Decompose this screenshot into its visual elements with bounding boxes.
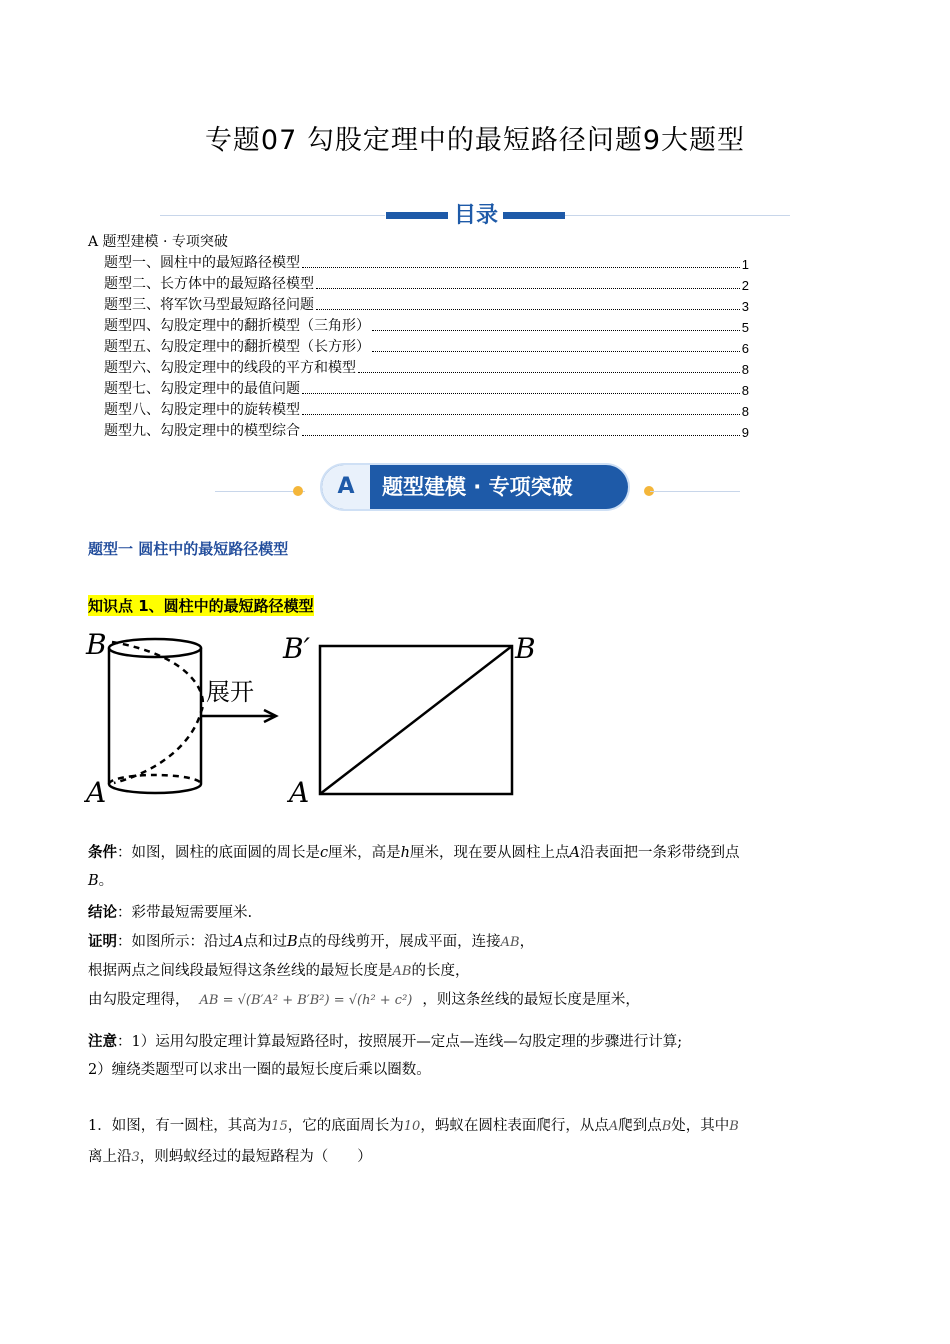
question-text: 1．如图，有一圆柱，其高为	[88, 1118, 272, 1134]
note-text: 2）缠绕类题型可以求出一圈的最短长度后乘以圈数。	[88, 1062, 431, 1078]
toc-leader-dots	[302, 435, 740, 436]
toc-divider-left	[160, 215, 385, 216]
conclusion-paragraph	[88, 899, 868, 927]
point-b: B	[661, 1119, 672, 1134]
toc-item-label: 题型四、勾股定理中的翻折模型（三角形）	[104, 318, 370, 334]
type-heading: 题型一 圆柱中的最短路径模型	[88, 540, 289, 558]
var-ab: AB	[392, 964, 412, 979]
proof-text: 点和过	[243, 934, 287, 950]
var-c: c	[320, 845, 329, 861]
toc-item[interactable]	[104, 335, 749, 356]
value-perimeter: 10	[403, 1119, 421, 1134]
note-text: ：1）运用勾股定理计算最短路径时，按照展开—定点—连线—勾股定理的步骤进行计算;	[117, 1034, 683, 1050]
question-text: 离上沿	[88, 1149, 132, 1165]
toc-heading: 目录	[453, 203, 498, 228]
toc-item[interactable]	[104, 398, 749, 419]
banner-line-left	[215, 491, 305, 492]
label-right-top-right: B	[515, 632, 536, 665]
var-b: B	[88, 873, 99, 889]
condition-text: 厘米，现在要从圆柱上点	[409, 845, 570, 861]
toc-item-page: 8	[741, 404, 749, 419]
cylinder-drawing	[109, 639, 203, 793]
proof-text: 点的母线剪开，展成平面，连接	[297, 934, 501, 950]
pythagorean-formula: AB = √(B′A² + B′B²) = √(h² + c²)	[199, 993, 413, 1008]
toc-item-page: 1	[741, 257, 749, 272]
toc-item-page: 9	[741, 425, 749, 440]
label-left-top: B	[86, 628, 107, 661]
proof-text: 的长度，	[411, 963, 470, 979]
toc-item-label: 题型八、勾股定理中的旋转模型	[104, 402, 300, 418]
var-a: A	[233, 934, 244, 950]
toc-item-label: 题型二、长方体中的最短路径模型	[104, 276, 314, 292]
toc-bar-right	[503, 212, 565, 219]
conclusion-label: 结论	[88, 905, 117, 921]
toc-item-page: 8	[741, 362, 749, 377]
proof-text: ，则这条丝线的最短长度是厘米，	[422, 992, 640, 1008]
question-text: ，蚂蚁在圆柱表面爬行，从点	[420, 1118, 609, 1134]
note-label: 注意	[88, 1034, 117, 1050]
value-offset: 3	[131, 1150, 140, 1165]
toc-item[interactable]	[104, 293, 749, 314]
toc-leader-dots	[372, 351, 740, 352]
toc-item[interactable]	[104, 314, 749, 335]
toc-leader-dots	[372, 330, 740, 331]
banner-line-right	[650, 491, 740, 492]
var-a: A	[569, 845, 580, 861]
rectangle-drawing	[320, 646, 512, 794]
question-text: 处，其中	[671, 1118, 730, 1134]
question-text: ，它的底面周长为	[287, 1118, 404, 1134]
toc-item-page: 3	[741, 299, 749, 314]
question-text: 爬到点	[618, 1118, 662, 1134]
proof-text: ：如图所示：沿过	[117, 934, 233, 950]
toc-section-label: A 题型建模 · 专项突破	[88, 234, 228, 250]
condition-label: 条件	[88, 845, 117, 861]
toc-leader-dots	[316, 288, 740, 289]
banner-dot-left	[293, 486, 303, 496]
toc-item-page: 2	[741, 278, 749, 293]
condition-text: ：如图，圆柱的底面圆的周长是	[117, 845, 320, 861]
proof-text: ，	[519, 934, 535, 950]
toc-item[interactable]	[104, 356, 749, 377]
section-banner	[322, 465, 628, 509]
toc-item-label: 题型一、圆柱中的最短路径模型	[104, 255, 300, 271]
toc-item[interactable]	[104, 377, 749, 398]
condition-text: 沿表面把一条彩带绕到点	[579, 845, 740, 861]
arrow-label: 展开	[206, 678, 254, 706]
unfold-arrow	[201, 710, 276, 722]
toc-item-label: 题型九、勾股定理中的模型综合	[104, 423, 300, 439]
toc-item[interactable]	[104, 272, 749, 293]
condition-paragraph	[88, 839, 868, 895]
toc-item[interactable]	[104, 419, 749, 440]
question-1	[88, 1111, 868, 1173]
proof-label: 证明	[88, 934, 117, 950]
condition-text: 。	[98, 873, 114, 889]
proof-text: 由勾股定理得，	[88, 992, 190, 1008]
toc-divider-right	[565, 215, 790, 216]
toc-item-label: 题型七、勾股定理中的最值问题	[104, 381, 300, 397]
toc-item-page: 5	[741, 320, 749, 335]
toc-item-label: 题型六、勾股定理中的线段的平方和模型	[104, 360, 356, 376]
toc-leader-dots	[302, 393, 740, 394]
label-left-bottom: A	[86, 776, 107, 809]
banner-text: 题型建模 · 专项突破	[382, 475, 573, 499]
toc-leader-dots	[358, 372, 740, 373]
toc-bar-left	[386, 212, 448, 219]
banner-letter: A	[322, 465, 370, 509]
cylinder-unfold-figure	[84, 626, 554, 810]
label-right-bottom: A	[289, 776, 310, 809]
point-b: B	[729, 1119, 739, 1134]
question-text: ，则蚂蚁经过的最短路程为（ ）	[139, 1149, 372, 1165]
note-paragraph	[88, 1028, 868, 1084]
var-ab: AB	[500, 935, 520, 950]
point-a: A	[608, 1119, 619, 1134]
toc-item-label: 题型五、勾股定理中的翻折模型（长方形）	[104, 339, 370, 355]
toc-leader-dots	[302, 414, 740, 415]
toc-leader-dots	[302, 267, 740, 268]
knowledge-heading: 知识点 1、圆柱中的最短路径模型	[88, 597, 314, 615]
toc-item-label: 题型三、将军饮马型最短路径问题	[104, 297, 314, 313]
page-title: 专题07 勾股定理中的最短路径问题9大题型	[204, 125, 746, 156]
proof-text: 根据两点之间线段最短得这条丝线的最短长度是	[88, 963, 393, 979]
conclusion-text: ：彩带最短需要厘米.	[117, 905, 253, 921]
toc-item-page: 6	[741, 341, 749, 356]
var-h: h	[400, 845, 410, 861]
condition-text: 厘米，高是	[328, 845, 401, 861]
proof-paragraph	[88, 928, 868, 1015]
value-height: 15	[271, 1119, 288, 1134]
toc-item[interactable]	[104, 251, 749, 272]
toc-leader-dots	[316, 309, 740, 310]
var-b: B	[286, 934, 298, 950]
label-right-top-left: B′	[283, 632, 310, 665]
toc-item-page: 8	[741, 383, 749, 398]
